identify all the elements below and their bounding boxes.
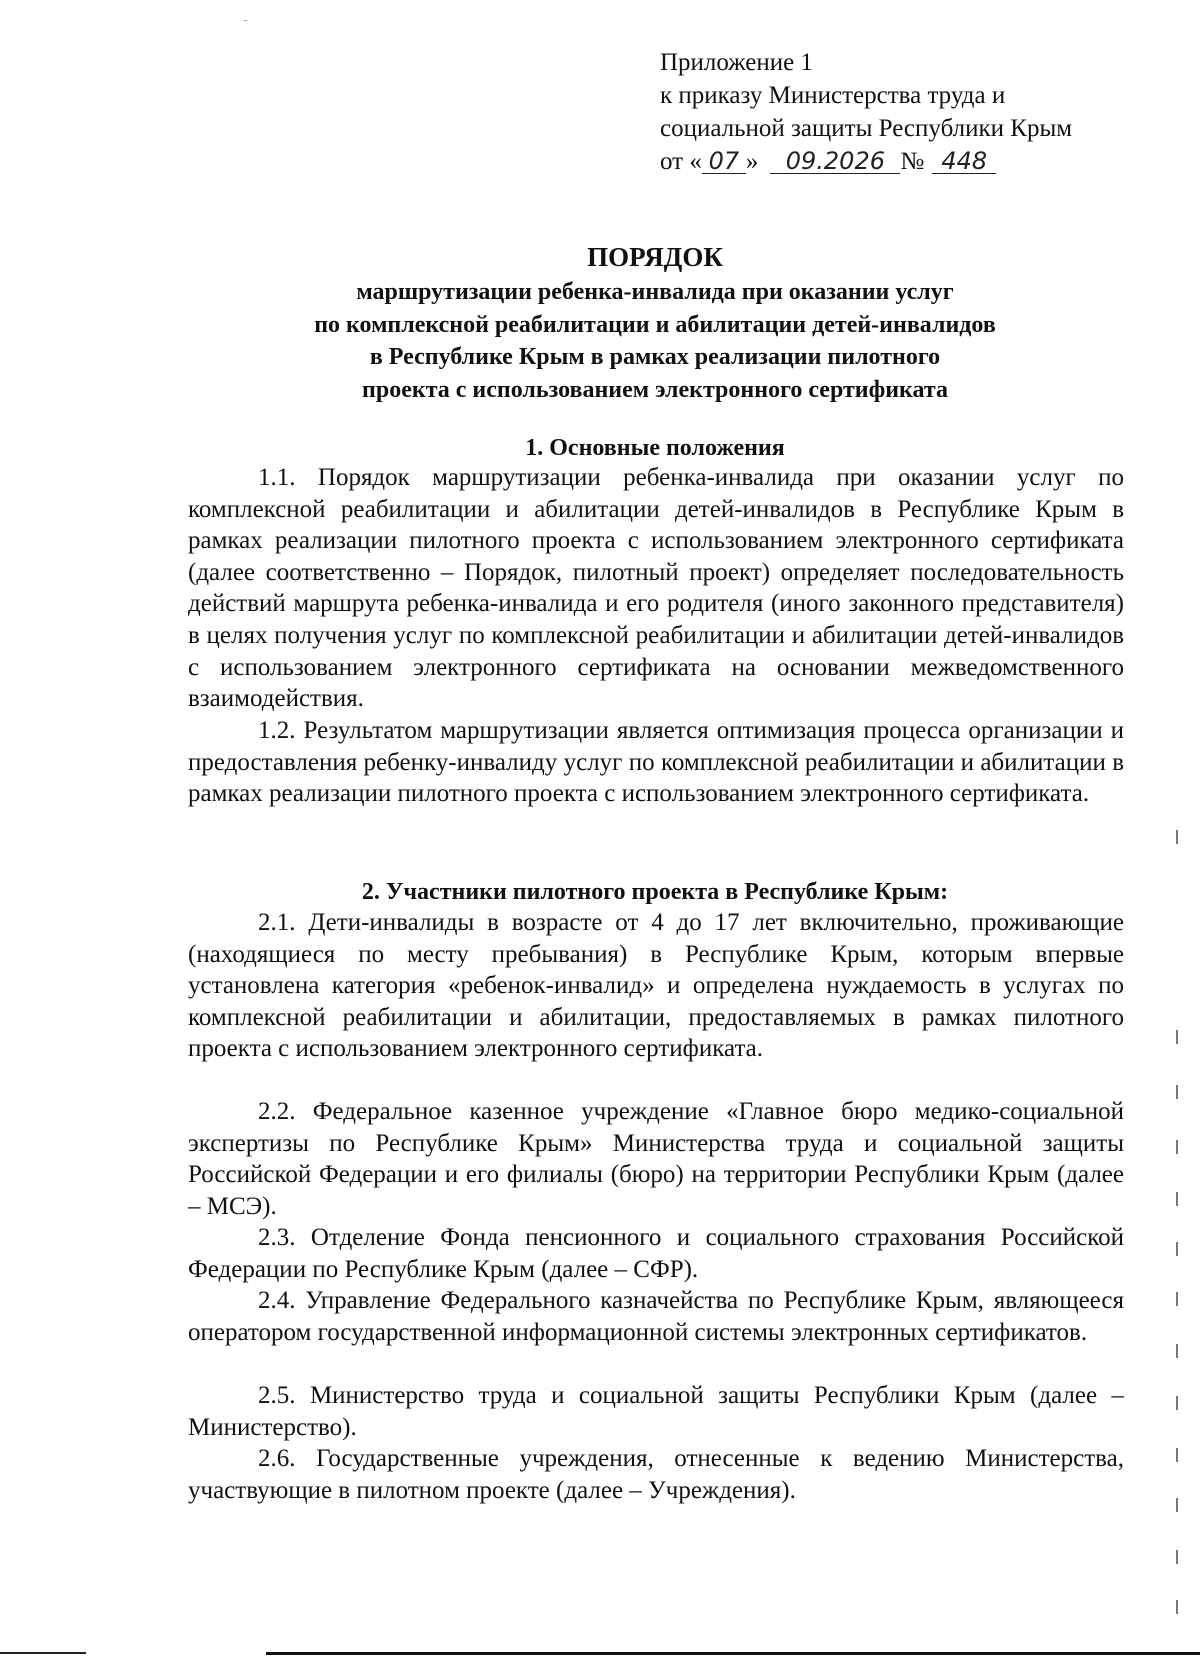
margin-tick	[1176, 1192, 1178, 1206]
date-prefix: от «	[660, 148, 702, 175]
bottom-edge-line-right	[266, 1652, 1200, 1655]
appendix-line-3: социальной защиты Республики Крым	[660, 115, 1073, 142]
handwritten-order-number: 448	[932, 149, 996, 174]
appendix-line-2: к приказу Министерства труда и	[660, 82, 1006, 109]
title-line-1: маршрутизации ребенка-инвалида при оказании услуг	[356, 279, 954, 305]
bottom-edge-line-left	[0, 1652, 86, 1654]
handwritten-day: 07	[702, 149, 746, 174]
paragraph-2-1: 2.1. Дети-инвалиды в возрасте от 4 до 17 лет включительно, проживающие (находящиеся по месту пребывания) в Республике Крым, которым впервые установлена категория «ребенок-инвалид» и определена нуждаемость в услугах по комплексной реабилитации и абилитации, предоставляемых в рамках пилотного проекта с использованием электронного сертификата.	[188, 909, 1124, 1063]
section-1-heading: 1. Основные положения	[525, 435, 785, 461]
number-sign: №	[900, 148, 925, 175]
paragraph-2-5: 2.5. Министерство труда и социальной защиты Республики Крым (далее – Министерство).	[188, 1382, 1124, 1441]
margin-tick	[1176, 1550, 1178, 1564]
title-main: ПОРЯДОК	[587, 242, 723, 272]
paragraph-2-4: 2.4. Управление Федерального казначейства по Республике Крым, являющееся оператором государственной информационной системы электронных сертификатов.	[188, 1287, 1124, 1346]
scan-speck	[244, 20, 247, 21]
margin-tick	[1176, 1498, 1178, 1512]
margin-tick	[1176, 1292, 1178, 1306]
margin-tick	[1176, 1085, 1178, 1099]
paragraph-2-2: 2.2. Федеральное казенное учреждение «Главное бюро медико-социальной экспертизы по Республике Крым» Министерства труда и социальной защиты Российской Федерации и его филиалы (бюро) на территории Республики Крым (далее – МСЭ).	[188, 1098, 1124, 1220]
margin-tick	[1176, 1242, 1178, 1256]
paragraph-1-2: 1.2. Результатом маршрутизации является оптимизация процесса организации и предоставления ребенку-инвалиду услуг по комплексной реабилитации и абилитации в рамках реализации пилотного проекта с использованием электронного сертификата.	[188, 717, 1124, 808]
title-line-2: по комплексной реабилитации и абилитации детей-инвалидов	[314, 311, 996, 338]
margin-tick	[1176, 1448, 1178, 1462]
margin-tick	[1176, 1140, 1178, 1154]
margin-tick	[1176, 1344, 1178, 1358]
title-line-4: проекта с использованием электронного сертификата	[362, 376, 948, 403]
date-quote-close: »	[745, 148, 759, 175]
margin-tick	[1176, 1030, 1178, 1044]
margin-tick	[1176, 1396, 1178, 1410]
handwritten-month-year: 09.2026	[770, 149, 900, 174]
document-title	[190, 240, 1120, 406]
paragraph-1-1: 1.1. Порядок маршрутизации ребенка-инвалида при оказании услуг по комплексной реабилитации и абилитации детей-инвалидов в Республике Крым в рамках реализации пилотного проекта с использованием электронного сертификата (далее соответственно – Порядок, пилотный проект) определяет последовательность действий маршрута ребенка-инвалида и его родителя (иного законного представителя) в целях получения услуг по комплексной реабилитации и абилитации детей-инвалидов с использованием электронного сертификата на основании межведомственного взаимодействия.	[188, 464, 1124, 713]
appendix-line-1: Приложение 1	[660, 49, 813, 76]
section-2-heading: 2. Участники пилотного проекта в Республике Крым:	[361, 879, 949, 905]
margin-tick	[1176, 830, 1178, 844]
paragraph-2-6: 2.6. Государственные учреждения, отнесенные к ведению Министерства, участвующие в пилотном проекте (далее – Учреждения).	[188, 1445, 1124, 1504]
appendix-header	[660, 46, 1180, 178]
paragraph-2-3: 2.3. Отделение Фонда пенсионного и социального страхования Российской Федерации по Республике Крым (далее – СФР).	[188, 1224, 1124, 1283]
title-line-3: в Республике Крым в рамках реализации пилотного	[369, 344, 941, 370]
appendix-date-line	[660, 145, 1180, 178]
margin-tick	[1176, 1600, 1178, 1614]
